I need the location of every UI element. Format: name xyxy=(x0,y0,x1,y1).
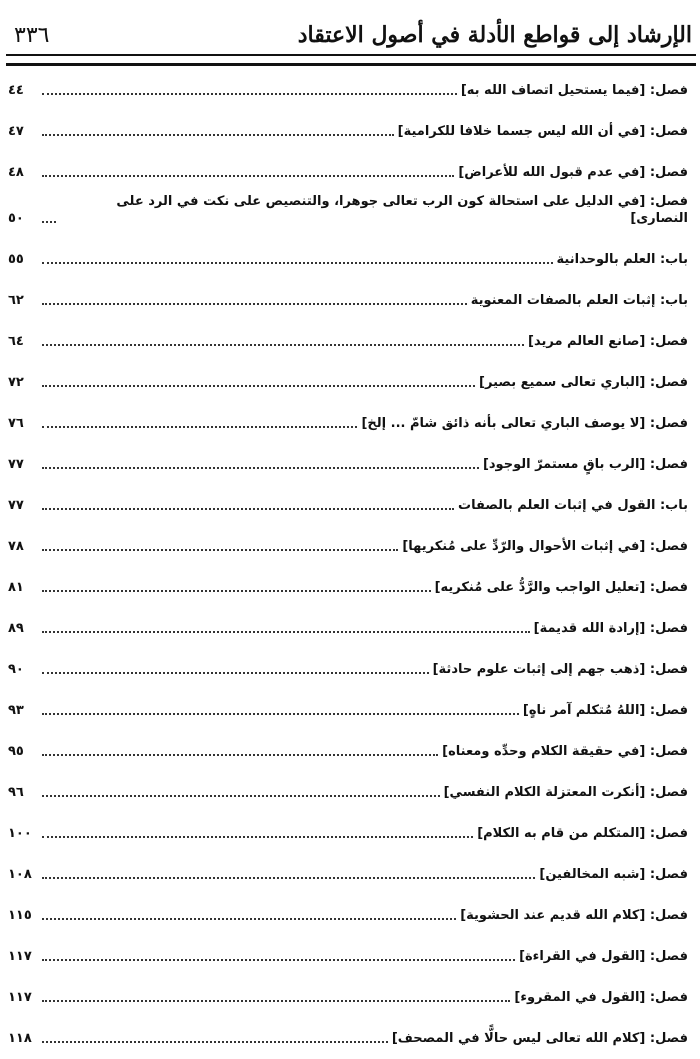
toc-entry-title: فصل: [فيما يستحيل اتصاف الله به] xyxy=(460,83,688,98)
toc-entry-page: ٤٤ xyxy=(8,83,24,98)
toc-entry-title: فصل: [كلام الله تعالى ليس حالًّا في المصحف] xyxy=(391,1031,688,1046)
toc-entry-title: فصل: [في أن الله ليس جسما خلافا للكرامية] xyxy=(397,124,688,139)
toc-entry xyxy=(8,936,688,977)
dot-leader xyxy=(42,549,398,551)
toc-entry-title: فصل: [أنكرت المعتزلة الكلام النفسي] xyxy=(443,785,688,800)
dot-leader xyxy=(42,713,519,715)
toc-entry xyxy=(8,280,688,321)
toc-entry xyxy=(8,1018,688,1059)
toc-entry xyxy=(8,977,688,1018)
dot-leader xyxy=(42,175,454,177)
toc-entry-page: ٩٠ xyxy=(8,662,24,677)
toc-entry-title: باب: إثبات العلم بالصفات المعنوية xyxy=(470,293,688,308)
dot-leader xyxy=(42,221,56,223)
toc-entry-title: فصل: [تعليل الواجب والرَّدُّ على مُنكريه] xyxy=(434,580,688,595)
toc-entry-page: ١١٨ xyxy=(8,1031,32,1046)
toc-entry-page: ٤٧ xyxy=(8,124,24,139)
toc-entry xyxy=(8,731,688,772)
toc-entry xyxy=(8,444,688,485)
toc-entry xyxy=(8,70,688,111)
dot-leader xyxy=(42,795,440,797)
toc-entry xyxy=(8,813,688,854)
toc-entry xyxy=(8,239,688,280)
toc-entry xyxy=(8,485,688,526)
dot-leader xyxy=(42,303,467,305)
dot-leader xyxy=(42,836,473,838)
header-double-rule xyxy=(6,54,696,66)
toc-entry xyxy=(8,111,688,152)
toc-entry-title: فصل: [إرادة الله قديمة] xyxy=(533,621,688,636)
table-of-contents xyxy=(8,70,688,1059)
dot-leader xyxy=(42,959,515,961)
toc-entry-title: باب: القول في إثبات العلم بالصفات xyxy=(458,498,688,513)
dot-leader xyxy=(42,467,479,469)
toc-entry xyxy=(8,649,688,690)
toc-entry-page: ٧٧ xyxy=(8,457,24,472)
toc-entry xyxy=(8,895,688,936)
toc-entry-title: فصل: [الرب باقٍ مستمرّ الوجود] xyxy=(482,457,688,472)
dot-leader xyxy=(42,590,431,592)
toc-entry-page: ١٠٠ xyxy=(8,826,32,841)
toc-entry xyxy=(8,772,688,813)
toc-entry-title: فصل: [في إثبات الأحوال والرّدِّ على مُنكريها] xyxy=(402,539,688,554)
toc-entry-page: ٥٥ xyxy=(8,252,24,267)
toc-entry-page: ١١٥ xyxy=(8,908,32,923)
page-header xyxy=(8,4,692,48)
toc-entry xyxy=(8,567,688,608)
toc-entry-page: ٩٣ xyxy=(8,703,24,718)
toc-entry-title: فصل: [القول في المقروء] xyxy=(514,990,688,1005)
toc-entry-page: ٧٧ xyxy=(8,498,24,513)
toc-entry-title: فصل: [في حقيقة الكلام وحدِّه ومعناه] xyxy=(442,744,688,759)
toc-entry-title: فصل: [صانع العالم مريد] xyxy=(528,334,688,349)
toc-entry-page: ٤٨ xyxy=(8,165,24,180)
toc-entry-page: ٨١ xyxy=(8,580,24,595)
toc-entry-title: فصل: [المتكلم من قام به الكلام] xyxy=(477,826,688,841)
dot-leader xyxy=(42,93,457,95)
toc-entry-title: فصل: [ذهب جهم إلى إثبات علوم حادثة] xyxy=(432,662,688,677)
page-number: ٣٣٦ xyxy=(14,23,50,48)
dot-leader xyxy=(42,262,553,264)
toc-entry-title: فصل: [شبه المخالفين] xyxy=(539,867,688,882)
toc-entry-title: فصل: [القول في القراءة] xyxy=(519,949,688,964)
dot-leader xyxy=(42,508,454,510)
dot-leader xyxy=(42,631,530,633)
dot-leader xyxy=(42,754,438,756)
toc-entry xyxy=(8,193,688,239)
toc-entry xyxy=(8,362,688,403)
toc-entry xyxy=(8,152,688,193)
dot-leader xyxy=(42,1041,388,1043)
toc-entry xyxy=(8,690,688,731)
toc-entry-page: ٩٦ xyxy=(8,785,24,800)
toc-entry-title: باب: العلم بالوحدانية xyxy=(556,252,688,267)
dot-leader xyxy=(42,672,429,674)
toc-entry-title: فصل: [كلام الله قديم عند الحشوية] xyxy=(460,908,688,923)
toc-entry xyxy=(8,321,688,362)
toc-entry-title: فصل: [الباري تعالى سميع بصير] xyxy=(479,375,688,390)
toc-entry-page: ٥٠ xyxy=(8,211,24,226)
dot-leader xyxy=(42,877,535,879)
running-title: الإرشاد إلى قواطع الأدلة في أصول الاعتقاد xyxy=(297,22,692,48)
toc-entry xyxy=(8,403,688,444)
toc-entry-page: ٦٢ xyxy=(8,293,24,308)
toc-entry-page: ٧٨ xyxy=(8,539,24,554)
toc-entry-page: ٧٢ xyxy=(8,375,24,390)
toc-entry-page: ٨٩ xyxy=(8,621,24,636)
toc-entry xyxy=(8,608,688,649)
dot-leader xyxy=(42,385,475,387)
dot-leader xyxy=(42,1000,510,1002)
dot-leader xyxy=(42,344,524,346)
toc-entry-page: ٦٤ xyxy=(8,334,24,349)
toc-entry-title: فصل: [في عدم قبول الله للأعراض] xyxy=(458,165,688,180)
dot-leader xyxy=(42,426,357,428)
dot-leader xyxy=(42,918,456,920)
toc-entry-title: فصل: [اللهُ مُتكلم آمر ناهٍ] xyxy=(522,703,688,718)
toc-entry-page: ١١٧ xyxy=(8,949,32,964)
toc-entry-page: ١٠٨ xyxy=(8,867,32,882)
dot-leader xyxy=(42,134,394,136)
toc-entry xyxy=(8,526,688,567)
toc-entry-page: ٩٥ xyxy=(8,744,24,759)
toc-entry-page: ٧٦ xyxy=(8,416,24,431)
toc-entry-title: فصل: [في الدليل على استحالة كون الرب تعالى جوهرا، والتنصيص على نكت في الرد على النصارى] xyxy=(116,194,688,226)
toc-entry xyxy=(8,854,688,895)
toc-entry-title: فصل: [لا يوصف الباري تعالى بأنه ذائق شامّ ... إلخ] xyxy=(361,416,688,431)
toc-entry-page: ١١٧ xyxy=(8,990,32,1005)
